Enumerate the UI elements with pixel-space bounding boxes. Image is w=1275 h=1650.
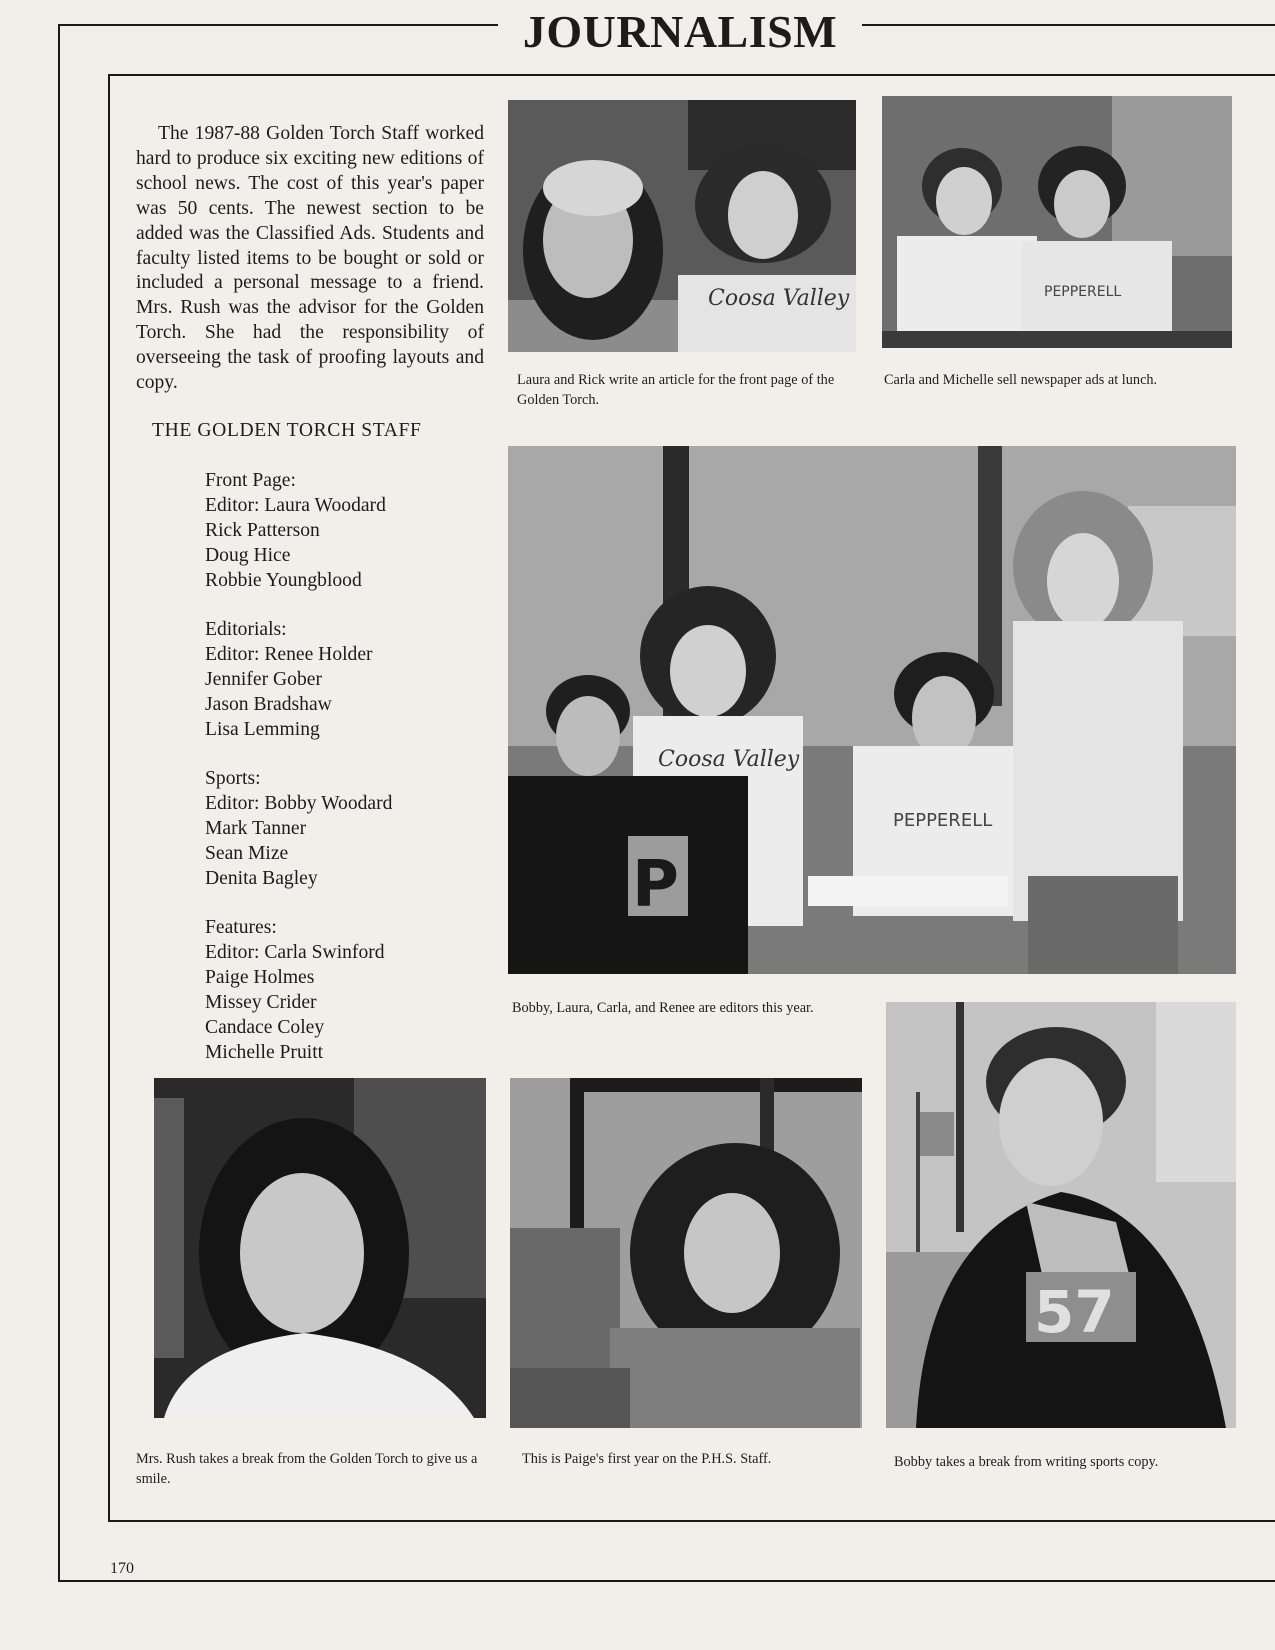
staff-member: Rick Patterson [205, 520, 320, 541]
photo-paige [510, 1078, 862, 1428]
caption-mrs-rush: Mrs. Rush takes a break from the Golden Torch to give us a smile. [136, 1451, 478, 1487]
section-name: Sports: [205, 768, 261, 789]
shirt-print-text: PEPPERELL [1044, 284, 1122, 300]
staff-member: Editor: Laura Woodard [205, 495, 386, 516]
section-name: Features: [205, 917, 277, 938]
staff-member: Missey Crider [205, 992, 317, 1013]
caption-carla-michelle: Carla and Michelle sell newspaper ads at lunch. [884, 372, 1158, 388]
staff-section-editorials [205, 617, 373, 742]
staff-member: Editor: Carla Swinford [205, 942, 385, 963]
inner-frame-bottom [108, 1520, 1275, 1522]
section-name: Editorials: [205, 619, 287, 640]
section-name: Front Page: [205, 470, 296, 491]
caption-editors: Bobby, Laura, Carla, and Renee are editors this year. [512, 1000, 814, 1016]
caption-bobby: Bobby takes a break from writing sports copy. [894, 1454, 1159, 1470]
photo-editors [508, 446, 1236, 974]
staff-section-features [205, 915, 385, 1065]
caption-laura-rick: Laura and Rick write an article for the front page of the Golden Torch. [517, 372, 835, 408]
intro-paragraph: The 1987-88 Golden Torch Staff worked hard to produce six exciting new editions of school news. The cost of this year's paper was 50 cents. The newest section to be added was the Classified Ads. Students and faculty listed items to be bought or sold or included a personal message to a friend. Mrs. Rush was the advisor for the Golden Torch. She had the responsibility of overseeing the task of proofing layouts and copy. [136, 123, 484, 394]
staff-member: Editor: Renee Holder [205, 644, 373, 665]
staff-section-sports [205, 766, 392, 891]
staff-member: Sean Mize [205, 843, 289, 864]
outer-frame-top-left [58, 24, 498, 26]
inner-frame-top [108, 74, 1275, 76]
shirt-script-text: Coosa Valley [658, 747, 800, 772]
staff-member: Doug Hice [205, 545, 291, 566]
staff-member: Candace Coley [205, 1017, 325, 1038]
photo-carla-michelle [882, 96, 1232, 348]
staff-member: Michelle Pruitt [205, 1042, 324, 1063]
staff-member: Denita Bagley [205, 868, 318, 889]
outer-frame-bottom [58, 1580, 1275, 1582]
page-title: JOURNALISM [500, 2, 860, 62]
caption-paige: This is Paige's first year on the P.H.S. Staff. [522, 1451, 772, 1467]
staff-member: Mark Tanner [205, 818, 307, 839]
staff-member: Paige Holmes [205, 967, 315, 988]
staff-member: Lisa Lemming [205, 719, 320, 740]
shirt-print-text: PEPPERELL [893, 810, 993, 831]
staff-member: Jennifer Gober [205, 669, 322, 690]
staff-member: Robbie Youngblood [205, 570, 362, 591]
staff-section-front-page [205, 468, 386, 593]
outer-frame-left [58, 24, 60, 1582]
page-number: 170 [110, 1560, 134, 1577]
staff-heading: THE GOLDEN TORCH STAFF [152, 420, 422, 441]
shirt-script-text: Coosa Valley [708, 286, 850, 311]
staff-member: Editor: Bobby Woodard [205, 793, 393, 814]
jacket-letter-text: P [632, 848, 679, 922]
inner-frame-left [108, 74, 110, 1522]
outer-frame-top-right [862, 24, 1275, 26]
photo-bobby [886, 1002, 1236, 1428]
staff-member: Jason Bradshaw [205, 694, 332, 715]
photo-laura-rick [508, 100, 856, 352]
photo-mrs-rush [154, 1078, 486, 1418]
jacket-number-text: 57 [1034, 1278, 1115, 1346]
